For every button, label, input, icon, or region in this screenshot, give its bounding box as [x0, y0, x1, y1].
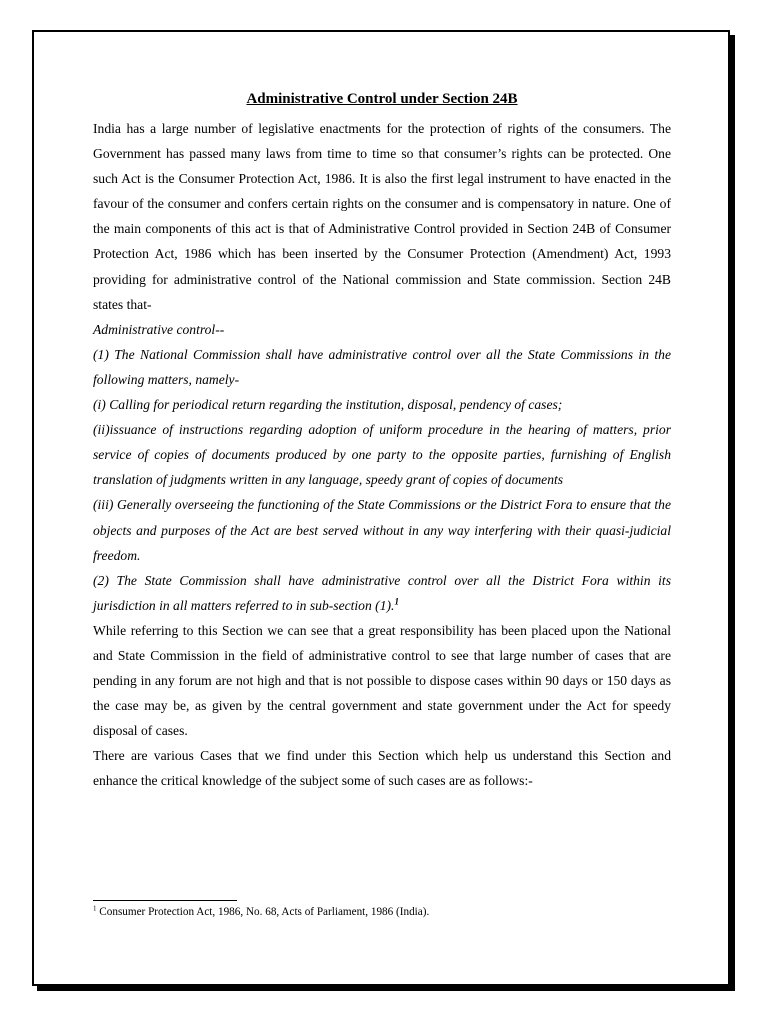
paragraph-3: There are various Cases that we find under this Section which help us understand this Section and enhance the critical knowledge of the subject some of such cases are as follows:- — [93, 748, 671, 789]
quote-item-ii: (ii)issuance of instructions regarding adoption of uniform procedure in the hearing of matters, prior service of copies of documents produced by one party to the opposite parties, furnishing of English translation of judgments written in any language, speedy grant of copies of documents — [93, 422, 671, 488]
footnote-separator — [93, 900, 237, 901]
paragraph-2: While referring to this Section we can see that a great responsibility has been placed upon the National and State Commission in the field of administrative control to see that large number of cases that are pending in any forum are not high and that is not possible to dispose cases within 90 days or 150 days as the case may be, as given by the central government and state government under the Act for speedy disposal of cases. — [93, 622, 671, 739]
quote-clause-2 — [93, 568, 671, 618]
intro-paragraph: India has a large number of legislative enactments for the protection of rights of the consumers. The Government has passed many laws from time to time so that consumer’s rights can be protected. One such Act is the Consumer Protection Act, 1986. It is also the first legal instrument to have enacted in the favour of the consumer and confers certain rights on the consumer and is compensatory in nature. One of the main components of this act is that of Administrative Control provided in Section 24B of Consumer Protection Act, 1986 which has been inserted by the Consumer Protection (Amendment) Act, 1993 providing for administrative control of the National commission and State commission. Section 24B states that- — [93, 121, 671, 312]
footnote-reference[interactable]: 1 — [394, 596, 399, 607]
document-body — [93, 86, 671, 794]
quote-clause-1: (1) The National Commission shall have administrative control over all the State Commissions in the following matters, namely- — [93, 346, 671, 387]
footnote — [93, 904, 671, 920]
quote-item-iii: (iii) Generally overseeing the functioning of the State Commissions or the District Fora to ensure that the objects and purposes of the Act are best served without in any way interfering with their quasi-judicial freedom. — [93, 497, 671, 563]
quote-heading: Administrative control-- — [93, 321, 225, 337]
document-title: Administrative Control under Section 24B — [246, 91, 518, 107]
quote-clause-2-text: (2) The State Commission shall have administrative control over all the District Fora within its jurisdiction in all matters referred to in sub-section (1). — [93, 572, 671, 613]
quote-item-i: (i) Calling for periodical return regarding the institution, disposal, pendency of cases; — [93, 397, 563, 413]
footnote-number: 1 — [93, 904, 97, 913]
footnote-text: Consumer Protection Act, 1986, No. 68, Acts of Parliament, 1986 (India). — [96, 906, 430, 918]
